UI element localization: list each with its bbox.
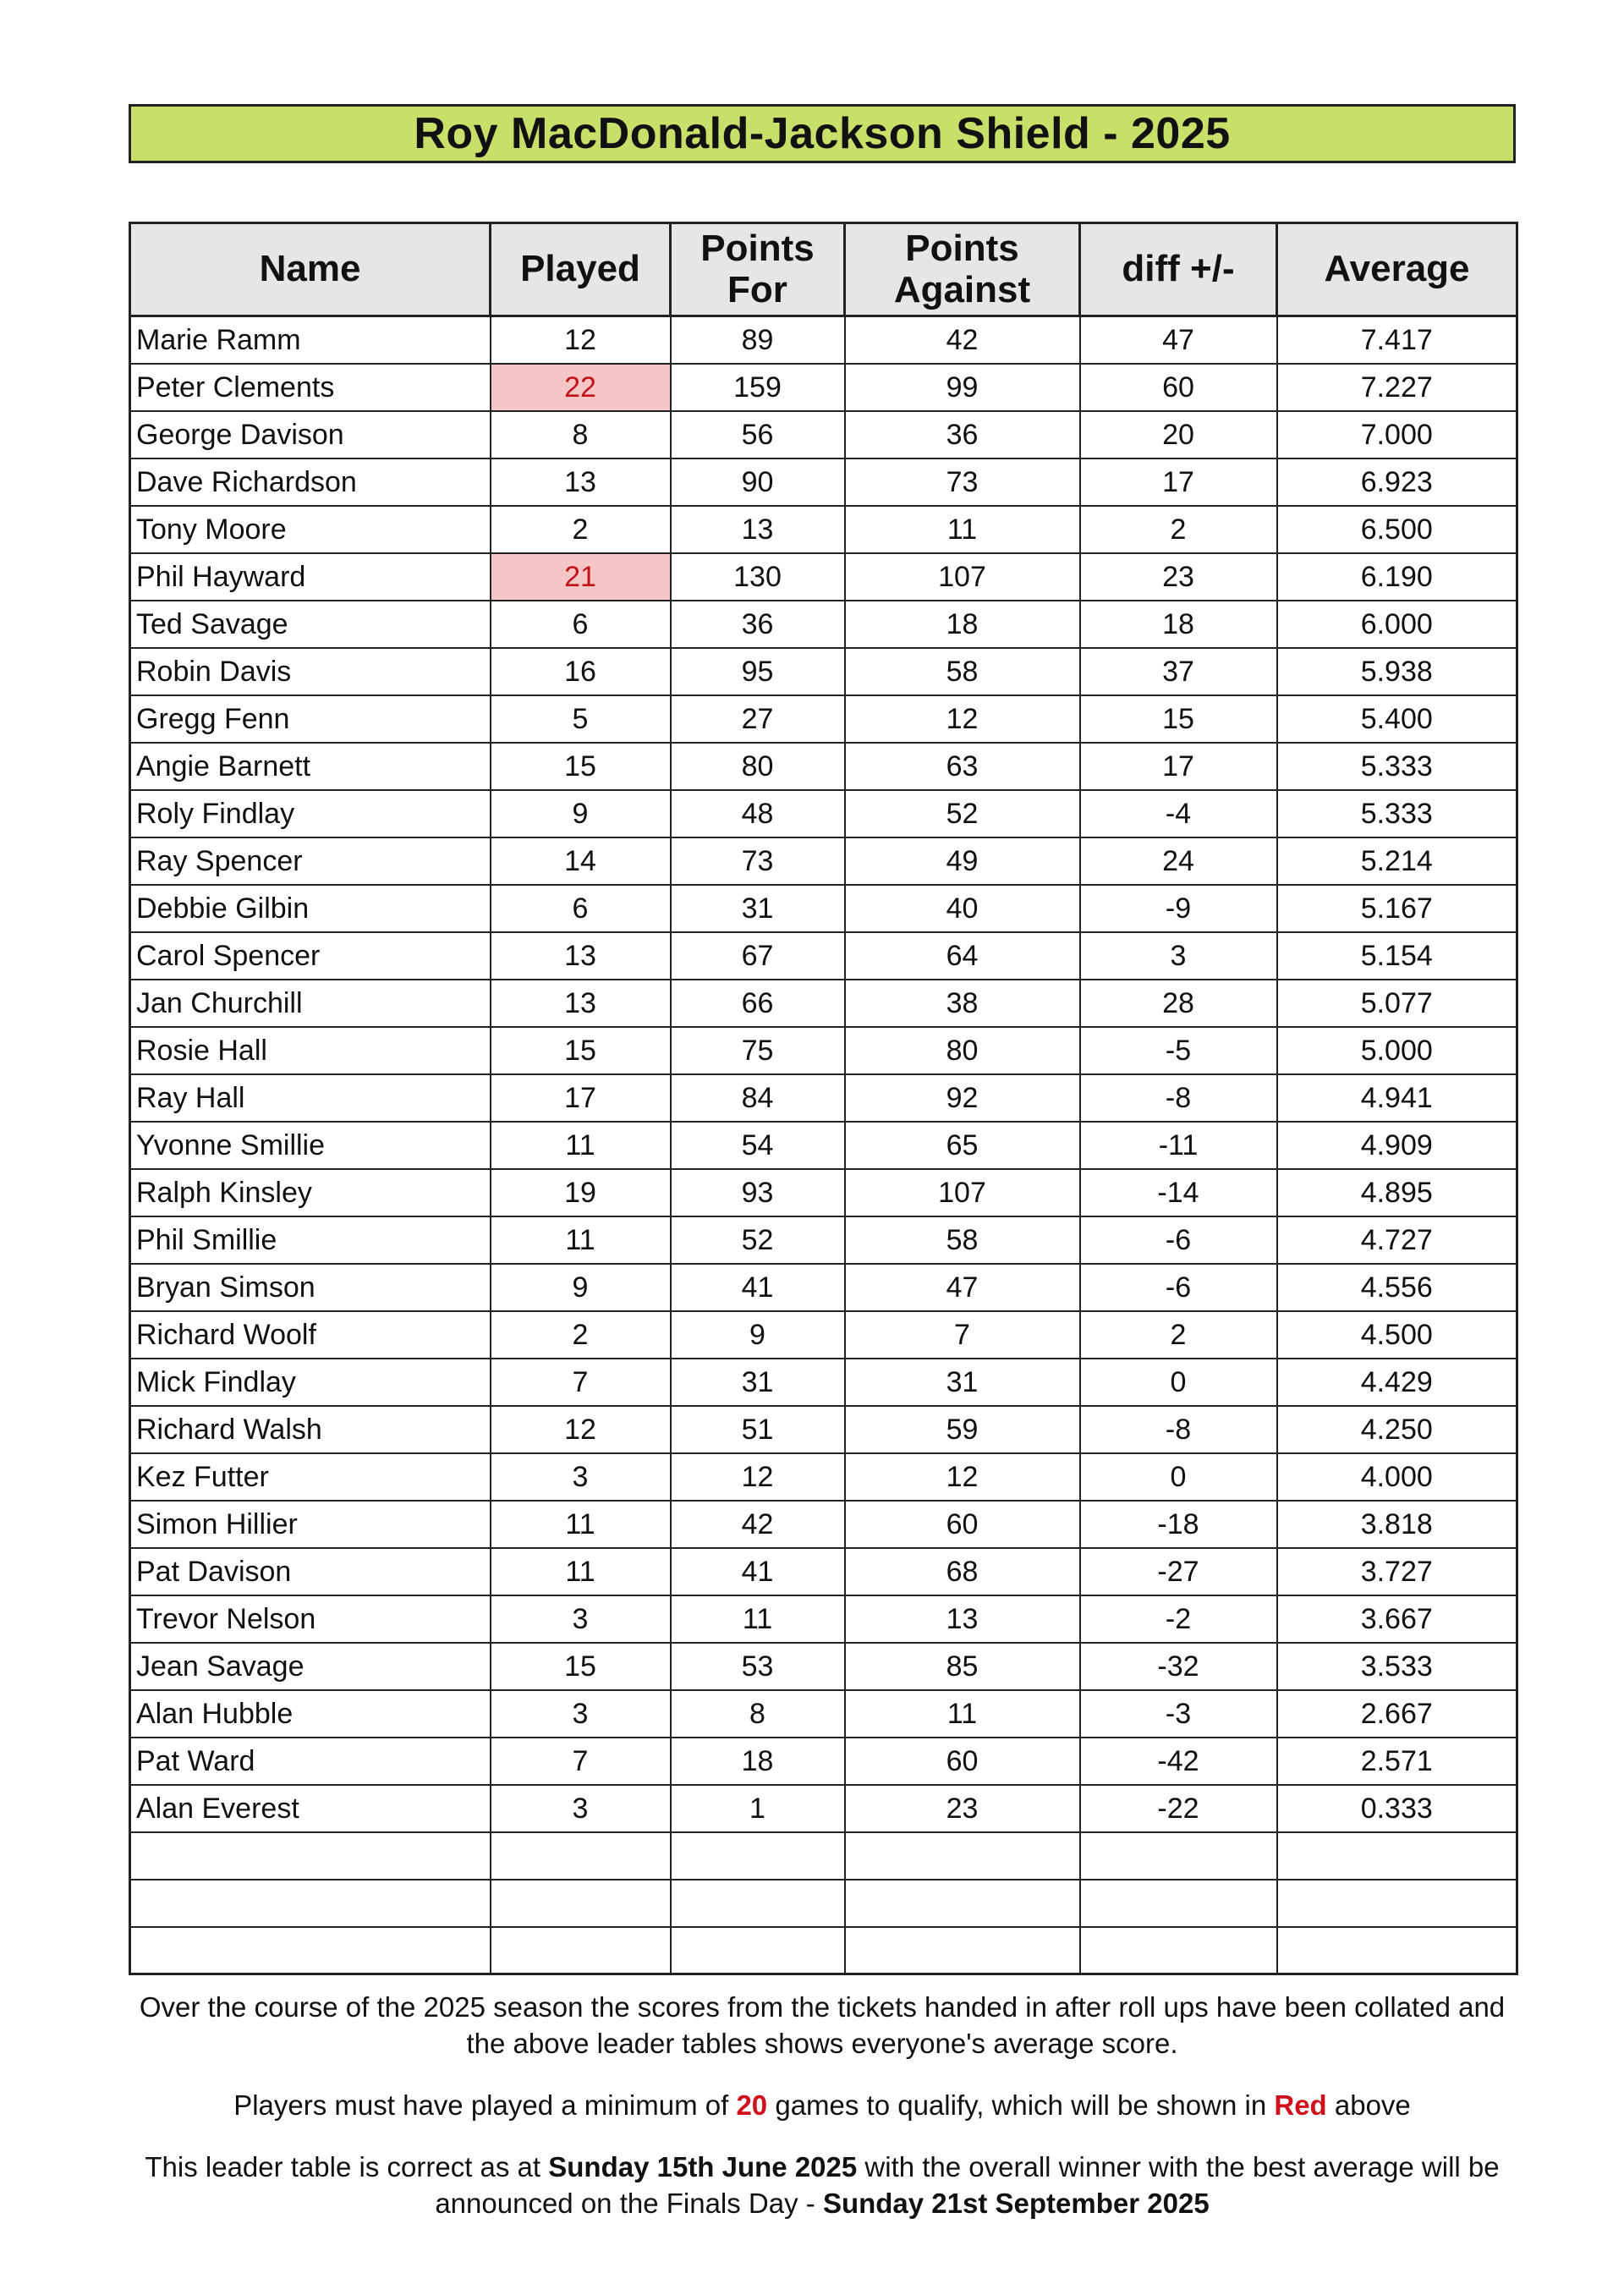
cell-played: 22 [491, 364, 671, 411]
cell-points-for: 41 [671, 1264, 845, 1311]
cell-average: 3.533 [1277, 1643, 1517, 1690]
cell-played: 3 [491, 1595, 671, 1643]
cell-played: 6 [491, 885, 671, 932]
cell-points-for: 42 [671, 1501, 845, 1548]
cell-diff: -6 [1080, 1216, 1277, 1264]
cell-average: 5.400 [1277, 695, 1517, 743]
table-row [130, 932, 1517, 980]
cell-name: Roly Findlay [130, 790, 491, 837]
cell-name: Mick Findlay [130, 1359, 491, 1406]
table-row [130, 601, 1517, 648]
cell-diff: -3 [1080, 1690, 1277, 1738]
cell-name: Debbie Gilbin [130, 885, 491, 932]
cell-name: Ralph Kinsley [130, 1169, 491, 1216]
cell-played: 7 [491, 1359, 671, 1406]
cell-name: Jan Churchill [130, 980, 491, 1027]
cell-points-for: 130 [671, 553, 845, 601]
cell-points-for: 66 [671, 980, 845, 1027]
cell-diff: 18 [1080, 601, 1277, 648]
table-row [130, 1595, 1517, 1643]
empty-cell [130, 1880, 491, 1927]
cell-average: 2.571 [1277, 1738, 1517, 1785]
table-row [130, 1216, 1517, 1264]
cell-name: Alan Hubble [130, 1690, 491, 1738]
cell-average: 5.167 [1277, 885, 1517, 932]
cell-played: 13 [491, 980, 671, 1027]
cell-name: Bryan Simson [130, 1264, 491, 1311]
empty-cell [671, 1880, 845, 1927]
cell-played: 3 [491, 1453, 671, 1501]
cell-average: 4.500 [1277, 1311, 1517, 1359]
table-row [130, 1122, 1517, 1169]
cell-diff: -27 [1080, 1548, 1277, 1595]
cell-points-against: 80 [845, 1027, 1080, 1074]
cell-average: 6.000 [1277, 601, 1517, 648]
empty-cell [491, 1832, 671, 1880]
cell-played: 5 [491, 695, 671, 743]
empty-cell [491, 1880, 671, 1927]
cell-name: Richard Walsh [130, 1406, 491, 1453]
cell-average: 2.667 [1277, 1690, 1517, 1738]
table-row [130, 364, 1517, 411]
cell-played: 13 [491, 458, 671, 506]
cell-diff: -42 [1080, 1738, 1277, 1785]
empty-cell [1080, 1880, 1277, 1927]
table-row [130, 743, 1517, 790]
cell-diff: -11 [1080, 1122, 1277, 1169]
note-qualification-text-b: games to qualify, which will be shown in [767, 2089, 1275, 2121]
cell-name: Marie Ramm [130, 316, 491, 364]
cell-name: Ted Savage [130, 601, 491, 648]
cell-average: 7.227 [1277, 364, 1517, 411]
cell-played: 12 [491, 316, 671, 364]
table-row [130, 1074, 1517, 1122]
empty-cell [1277, 1832, 1517, 1880]
cell-diff: 28 [1080, 980, 1277, 1027]
cell-diff: 2 [1080, 1311, 1277, 1359]
cell-average: 6.500 [1277, 506, 1517, 553]
empty-table-row [130, 1832, 1517, 1880]
cell-points-for: 13 [671, 506, 845, 553]
cell-points-for: 31 [671, 1359, 845, 1406]
cell-diff: 24 [1080, 837, 1277, 885]
note-qualification [129, 2088, 1516, 2124]
cell-points-against: 7 [845, 1311, 1080, 1359]
cell-name: Peter Clements [130, 364, 491, 411]
cell-points-for: 73 [671, 837, 845, 885]
note-finals-date: Sunday 21st September 2025 [822, 2187, 1210, 2219]
note-qualification-text-a: Players must have played a minimum of [233, 2089, 737, 2121]
cell-points-against: 60 [845, 1501, 1080, 1548]
cell-average: 4.895 [1277, 1169, 1517, 1216]
cell-points-for: 84 [671, 1074, 845, 1122]
cell-name: Trevor Nelson [130, 1595, 491, 1643]
cell-average: 7.417 [1277, 316, 1517, 364]
cell-points-against: 36 [845, 411, 1080, 458]
cell-diff: 17 [1080, 743, 1277, 790]
table-row [130, 1264, 1517, 1311]
cell-average: 4.556 [1277, 1264, 1517, 1311]
note-dates-text-b: with the overall winner with the best average will be announced on the Finals Day - [435, 2150, 1500, 2219]
cell-average: 5.154 [1277, 932, 1517, 980]
cell-points-for: 8 [671, 1690, 845, 1738]
cell-points-against: 65 [845, 1122, 1080, 1169]
cell-points-against: 40 [845, 885, 1080, 932]
empty-cell [671, 1927, 845, 1974]
empty-cell [130, 1927, 491, 1974]
empty-table-row [130, 1880, 1517, 1927]
cell-diff: -32 [1080, 1643, 1277, 1690]
cell-average: 0.333 [1277, 1785, 1517, 1832]
cell-played: 2 [491, 506, 671, 553]
cell-points-against: 13 [845, 1595, 1080, 1643]
table-body [130, 316, 1517, 1974]
cell-name: Yvonne Smillie [130, 1122, 491, 1169]
cell-points-against: 38 [845, 980, 1080, 1027]
cell-name: Phil Smillie [130, 1216, 491, 1264]
page-title: Roy MacDonald-Jackson Shield - 2025 [129, 104, 1516, 163]
cell-name: Simon Hillier [130, 1501, 491, 1548]
cell-points-against: 107 [845, 1169, 1080, 1216]
cell-points-against: 60 [845, 1738, 1080, 1785]
empty-cell [671, 1832, 845, 1880]
cell-diff: -14 [1080, 1169, 1277, 1216]
cell-average: 7.000 [1277, 411, 1517, 458]
cell-played: 15 [491, 1027, 671, 1074]
cell-diff: -8 [1080, 1406, 1277, 1453]
cell-played: 3 [491, 1690, 671, 1738]
cell-points-for: 27 [671, 695, 845, 743]
table-row [130, 1690, 1517, 1738]
cell-points-against: 73 [845, 458, 1080, 506]
cell-name: Gregg Fenn [130, 695, 491, 743]
cell-name: Pat Davison [130, 1548, 491, 1595]
cell-points-for: 67 [671, 932, 845, 980]
column-header-points-for: Points For [671, 223, 845, 316]
cell-average: 5.333 [1277, 790, 1517, 837]
cell-points-for: 18 [671, 1738, 845, 1785]
table-row [130, 1501, 1517, 1548]
cell-points-for: 159 [671, 364, 845, 411]
cell-played: 9 [491, 1264, 671, 1311]
cell-average: 6.923 [1277, 458, 1517, 506]
cell-points-for: 31 [671, 885, 845, 932]
cell-average: 4.909 [1277, 1122, 1517, 1169]
cell-points-against: 99 [845, 364, 1080, 411]
empty-cell [1080, 1832, 1277, 1880]
cell-average: 3.818 [1277, 1501, 1517, 1548]
column-header-name: Name [130, 223, 491, 316]
table-row [130, 1406, 1517, 1453]
cell-points-against: 52 [845, 790, 1080, 837]
cell-diff: -8 [1080, 1074, 1277, 1122]
cell-diff: 2 [1080, 506, 1277, 553]
cell-name: Alan Everest [130, 1785, 491, 1832]
cell-played: 16 [491, 648, 671, 695]
cell-points-for: 89 [671, 316, 845, 364]
leader-table [129, 222, 1518, 1975]
cell-played: 6 [491, 601, 671, 648]
cell-played: 21 [491, 553, 671, 601]
cell-name: Richard Woolf [130, 1311, 491, 1359]
table-row [130, 1785, 1517, 1832]
note-current-date: Sunday 15th June 2025 [548, 2150, 858, 2182]
cell-points-against: 12 [845, 1453, 1080, 1501]
cell-points-against: 85 [845, 1643, 1080, 1690]
cell-played: 3 [491, 1785, 671, 1832]
cell-played: 7 [491, 1738, 671, 1785]
cell-points-for: 41 [671, 1548, 845, 1595]
table-row [130, 1643, 1517, 1690]
table-row [130, 1027, 1517, 1074]
cell-diff: -6 [1080, 1264, 1277, 1311]
cell-name: Ray Spencer [130, 837, 491, 885]
cell-played: 19 [491, 1169, 671, 1216]
note-collation: Over the course of the 2025 season the scores from the tickets handed in after roll ups have been collated and the above leader tables shows everyone's average score. [139, 1991, 1506, 2059]
cell-points-against: 49 [845, 837, 1080, 885]
table-row [130, 1453, 1517, 1501]
cell-average: 3.727 [1277, 1548, 1517, 1595]
cell-points-against: 47 [845, 1264, 1080, 1311]
cell-diff: 0 [1080, 1359, 1277, 1406]
table-row [130, 1359, 1517, 1406]
cell-played: 2 [491, 1311, 671, 1359]
empty-cell [1277, 1927, 1517, 1974]
cell-name: Kez Futter [130, 1453, 491, 1501]
column-header-diff: diff +/- [1080, 223, 1277, 316]
empty-cell [1080, 1927, 1277, 1974]
cell-points-for: 54 [671, 1122, 845, 1169]
cell-name: Jean Savage [130, 1643, 491, 1690]
cell-played: 14 [491, 837, 671, 885]
empty-cell [845, 1832, 1080, 1880]
cell-diff: -4 [1080, 790, 1277, 837]
cell-points-for: 80 [671, 743, 845, 790]
cell-points-for: 9 [671, 1311, 845, 1359]
column-header-average: Average [1277, 223, 1517, 316]
empty-cell [845, 1880, 1080, 1927]
cell-diff: 17 [1080, 458, 1277, 506]
note-qualification-text-c: above [1326, 2089, 1411, 2121]
cell-average: 5.938 [1277, 648, 1517, 695]
cell-points-for: 53 [671, 1643, 845, 1690]
note-minimum-games: 20 [736, 2089, 768, 2121]
cell-points-against: 12 [845, 695, 1080, 743]
cell-name: George Davison [130, 411, 491, 458]
column-header-played: Played [491, 223, 671, 316]
cell-played: 11 [491, 1501, 671, 1548]
cell-points-for: 11 [671, 1595, 845, 1643]
table-row [130, 411, 1517, 458]
cell-diff: 60 [1080, 364, 1277, 411]
cell-diff: 23 [1080, 553, 1277, 601]
cell-average: 4.250 [1277, 1406, 1517, 1453]
cell-played: 9 [491, 790, 671, 837]
cell-average: 5.333 [1277, 743, 1517, 790]
cell-points-for: 12 [671, 1453, 845, 1501]
cell-played: 12 [491, 1406, 671, 1453]
cell-points-against: 23 [845, 1785, 1080, 1832]
cell-points-against: 11 [845, 1690, 1080, 1738]
cell-name: Rosie Hall [130, 1027, 491, 1074]
empty-cell [1277, 1880, 1517, 1927]
cell-points-for: 36 [671, 601, 845, 648]
table-row [130, 506, 1517, 553]
cell-points-against: 59 [845, 1406, 1080, 1453]
cell-points-against: 92 [845, 1074, 1080, 1122]
cell-average: 3.667 [1277, 1595, 1517, 1643]
cell-points-for: 75 [671, 1027, 845, 1074]
cell-diff: -2 [1080, 1595, 1277, 1643]
empty-table-row [130, 1927, 1517, 1974]
cell-name: Ray Hall [130, 1074, 491, 1122]
empty-cell [845, 1927, 1080, 1974]
cell-played: 11 [491, 1548, 671, 1595]
cell-name: Tony Moore [130, 506, 491, 553]
cell-diff: -18 [1080, 1501, 1277, 1548]
cell-name: Pat Ward [130, 1738, 491, 1785]
table-row [130, 1311, 1517, 1359]
cell-name: Robin Davis [130, 648, 491, 695]
cell-points-against: 18 [845, 601, 1080, 648]
cell-average: 4.000 [1277, 1453, 1517, 1501]
cell-name: Dave Richardson [130, 458, 491, 506]
cell-played: 11 [491, 1216, 671, 1264]
cell-played: 15 [491, 1643, 671, 1690]
cell-points-for: 51 [671, 1406, 845, 1453]
table-row [130, 837, 1517, 885]
cell-played: 15 [491, 743, 671, 790]
cell-points-against: 42 [845, 316, 1080, 364]
cell-points-against: 68 [845, 1548, 1080, 1595]
empty-cell [491, 1927, 671, 1974]
cell-points-for: 52 [671, 1216, 845, 1264]
cell-diff: -22 [1080, 1785, 1277, 1832]
cell-points-for: 90 [671, 458, 845, 506]
cell-points-against: 31 [845, 1359, 1080, 1406]
cell-played: 13 [491, 932, 671, 980]
cell-points-for: 1 [671, 1785, 845, 1832]
cell-average: 5.077 [1277, 980, 1517, 1027]
cell-diff: 0 [1080, 1453, 1277, 1501]
table-row [130, 885, 1517, 932]
notes-section [129, 1990, 1516, 2247]
cell-played: 8 [491, 411, 671, 458]
cell-points-for: 48 [671, 790, 845, 837]
note-red-word: Red [1274, 2089, 1327, 2121]
cell-points-against: 107 [845, 553, 1080, 601]
cell-points-against: 11 [845, 506, 1080, 553]
table-header-row [130, 223, 1517, 316]
table-row [130, 980, 1517, 1027]
cell-points-for: 93 [671, 1169, 845, 1216]
cell-diff: 37 [1080, 648, 1277, 695]
cell-name: Carol Spencer [130, 932, 491, 980]
column-header-points-against: Points Against [845, 223, 1080, 316]
table-row [130, 648, 1517, 695]
cell-points-for: 56 [671, 411, 845, 458]
cell-diff: 3 [1080, 932, 1277, 980]
table-row [130, 695, 1517, 743]
cell-diff: 20 [1080, 411, 1277, 458]
table-row [130, 1169, 1517, 1216]
cell-diff: -5 [1080, 1027, 1277, 1074]
table-row [130, 553, 1517, 601]
table-row [130, 458, 1517, 506]
empty-cell [130, 1832, 491, 1880]
cell-points-against: 58 [845, 648, 1080, 695]
cell-diff: 47 [1080, 316, 1277, 364]
cell-average: 4.941 [1277, 1074, 1517, 1122]
cell-points-against: 64 [845, 932, 1080, 980]
cell-points-against: 58 [845, 1216, 1080, 1264]
cell-average: 6.190 [1277, 553, 1517, 601]
table-row [130, 1548, 1517, 1595]
cell-name: Phil Hayward [130, 553, 491, 601]
cell-average: 4.429 [1277, 1359, 1517, 1406]
note-dates [129, 2149, 1516, 2222]
cell-points-against: 63 [845, 743, 1080, 790]
table-row [130, 316, 1517, 364]
cell-diff: -9 [1080, 885, 1277, 932]
cell-average: 4.727 [1277, 1216, 1517, 1264]
cell-diff: 15 [1080, 695, 1277, 743]
cell-played: 17 [491, 1074, 671, 1122]
table-row [130, 790, 1517, 837]
note-dates-text-a: This leader table is correct as at [145, 2150, 549, 2182]
cell-average: 5.214 [1277, 837, 1517, 885]
table-row [130, 1738, 1517, 1785]
cell-points-for: 95 [671, 648, 845, 695]
cell-played: 11 [491, 1122, 671, 1169]
cell-name: Angie Barnett [130, 743, 491, 790]
cell-average: 5.000 [1277, 1027, 1517, 1074]
